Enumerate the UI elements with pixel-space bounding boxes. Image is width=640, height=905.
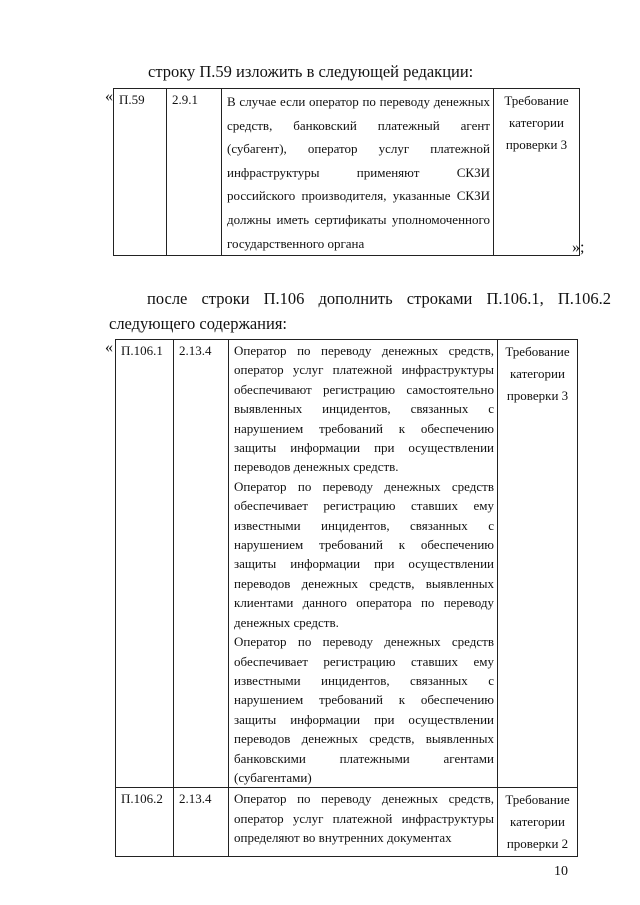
row-text-paragraph: Оператор по переводу денежных средств, оператор услуг платежной инфраструктуры обеспечивают регистрацию самостоятельно выявленных инцидентов, связанных с нарушением требований к обеспечению защиты информации при осуществлении переводов денежных средств.	[234, 343, 494, 475]
row-code-cell: 2.9.1	[167, 89, 222, 256]
row-text-paragraph: Оператор по переводу денежных средств обеспечивает регистрацию ставших ему известными инцидентов, связанных с нарушением требований к обеспечению защиты информации при осуществлении переводов денежных средств, выявленных клиентами данного оператора по переводу денежных средств.	[234, 478, 494, 630]
intro-paragraph-1: строку П.59 изложить в следующей редакции:	[148, 62, 474, 81]
row-requirement-cell: Требование категории проверки 3	[498, 340, 578, 788]
page-number: 10	[554, 864, 568, 879]
row-number-cell: П.59	[114, 89, 167, 256]
amendment-table-2	[115, 339, 578, 857]
row-text-paragraph: Оператор по переводу денежных средств обеспечивает регистрацию ставших ему известными инцидентов, связанных с нарушением требований к обеспечению защиты информации при осуществлении переводов денежных средств, выявленных банковскими платежными агентами (субагентами)	[234, 634, 494, 785]
close-quote-1: »;	[572, 239, 585, 256]
table-row	[114, 89, 580, 256]
table-row	[116, 788, 578, 857]
amendment-table-1	[113, 88, 580, 256]
row-code-cell: 2.13.4	[174, 340, 229, 788]
row-code-cell: 2.13.4	[174, 788, 229, 857]
row-text-cell	[229, 788, 498, 857]
row-text-paragraph: Оператор по переводу денежных средств, оператор услуг платежной инфраструктуры определяют во внутренних документах	[234, 791, 494, 846]
open-quote-2: «	[105, 339, 113, 356]
row-text-cell	[222, 89, 494, 256]
intro-paragraph-2-text: после строки П.106 дополнить строками П.106.1, П.106.2 следующего содержания:	[109, 289, 611, 333]
row-number-cell: П.106.2	[116, 788, 174, 857]
row-text-paragraph: В случае если оператор по переводу денежных средств, банковский платежный агент (субагент), оператор услуг платежной инфраструктуры применяют СКЗИ российского производителя, указанные СКЗИ должны иметь сертификаты уполномоченного государственного органа	[227, 94, 490, 251]
row-requirement-cell: Требование категории проверки 2	[498, 788, 578, 857]
row-number-cell: П.106.1	[116, 340, 174, 788]
intro-paragraph-2	[109, 286, 611, 333]
row-requirement-cell: Требование категории проверки 3	[494, 89, 580, 256]
table-row	[116, 340, 578, 788]
row-text-cell	[229, 340, 498, 788]
open-quote: «	[105, 88, 113, 105]
